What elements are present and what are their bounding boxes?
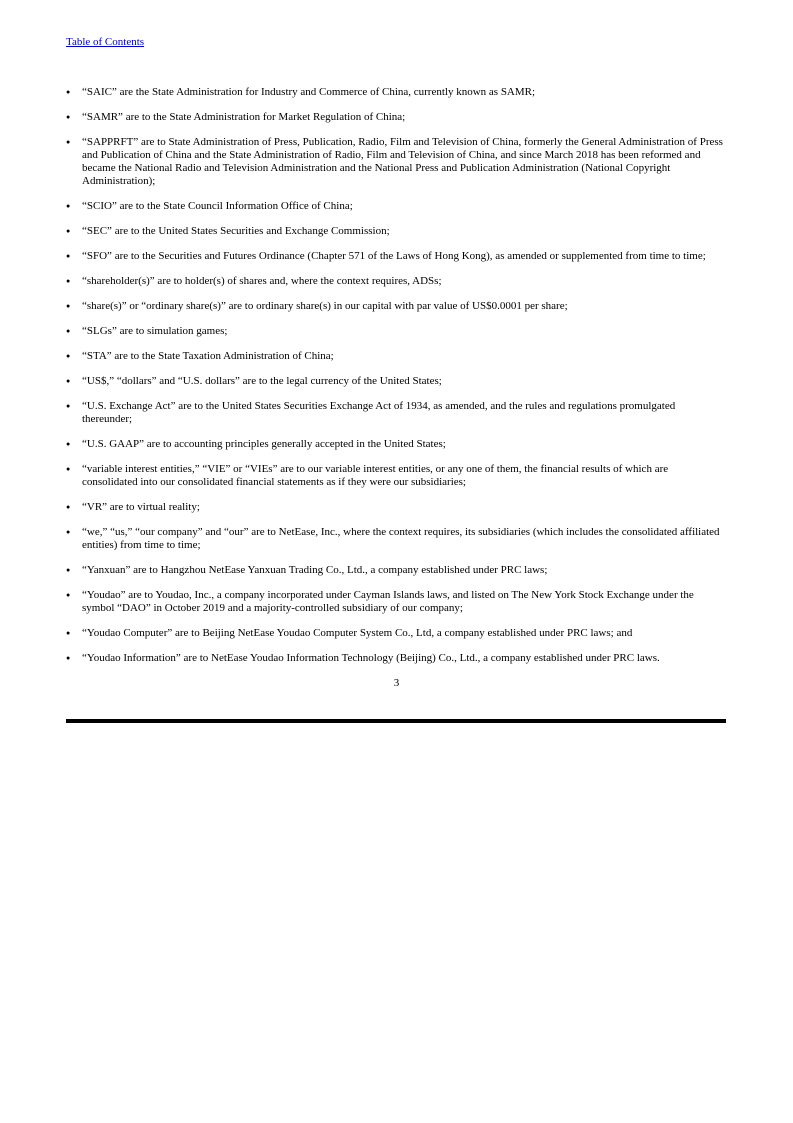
definition-item: ● “shareholder(s)” are to holder(s) of shares and, where the context requires, ADSs; <box>82 275 726 288</box>
definition-item: ● “SAMR” are to the State Administration for Market Regulation of China; <box>82 111 726 124</box>
footer-rule <box>66 719 726 723</box>
definition-item: ● “SCIO” are to the State Council Information Office of China; <box>82 200 726 213</box>
definition-item: ● “Youdao Computer” are to Beijing NetEase Youdao Computer System Co., Ltd, a company established under PRC laws; and <box>82 627 726 640</box>
definition-item: ● “share(s)” or “ordinary share(s)” are to ordinary share(s) in our capital with par value of US$0.0001 per share; <box>82 300 726 313</box>
definition-item: ● “SAIC” are the State Administration for Industry and Commerce of China, currently known as SAMR; <box>82 86 726 99</box>
definition-item: ● “Youdao” are to Youdao, Inc., a company incorporated under Cayman Islands laws, and listed on The New York Stock Exchange under the symbol “DAO” in October 2019 and a majority-controlled subsidiary of our company; <box>82 589 726 615</box>
definition-item: ● “SAPPRFT” are to State Administration of Press, Publication, Radio, Film and Television of China, formerly the General Administration of Press and Publication of China and the State Administration of Radio, Film and Television of China, and since March 2018 has been reformed and became the National Radio and Television Administration and the National Press and Publication Administration (National Copyright Administration); <box>82 136 726 188</box>
definition-item: ● “Yanxuan” are to Hangzhou NetEase Yanxuan Trading Co., Ltd., a company established under PRC laws; <box>82 564 726 577</box>
definition-item: ● “SEC” are to the United States Securities and Exchange Commission; <box>82 225 726 238</box>
definition-item: ● “U.S. GAAP” are to accounting principles generally accepted in the United States; <box>82 438 726 451</box>
definitions-list <box>66 86 726 665</box>
definition-item: ● “variable interest entities,” “VIE” or “VIEs” are to our variable interest entities, or any one of them, the financial results of which are consolidated into our consolidated financial statements as if they were our subsidiaries; <box>82 463 726 489</box>
page-number: 3 <box>393 677 400 689</box>
definition-item: ● “VR” are to virtual reality; <box>82 501 726 514</box>
definition-item: ● “STA” are to the State Taxation Administration of China; <box>82 350 726 363</box>
definition-item: ● “SLGs” are to simulation games; <box>82 325 726 338</box>
table-of-contents-link[interactable]: Table of Contents <box>66 36 145 48</box>
definition-item: ● “US$,” “dollars” and “U.S. dollars” are to the legal currency of the United States; <box>82 375 726 388</box>
definition-item: ● “U.S. Exchange Act” are to the United States Securities Exchange Act of 1934, as amended, and the rules and regulations promulgated thereunder; <box>82 400 726 426</box>
definition-item: ● “Youdao Information” are to NetEase Youdao Information Technology (Beijing) Co., Ltd., a company established under PRC laws. <box>82 652 726 665</box>
page-content <box>66 32 726 677</box>
definition-item: ● “SFO” are to the Securities and Futures Ordinance (Chapter 571 of the Laws of Hong Kong), as amended or supplemented from time to time; <box>82 250 726 263</box>
definition-item: ● “we,” “us,” “our company” and “our” are to NetEase, Inc., where the context requires, its subsidiaries (which includes the consolidated affiliated entities) from time to time; <box>82 526 726 552</box>
